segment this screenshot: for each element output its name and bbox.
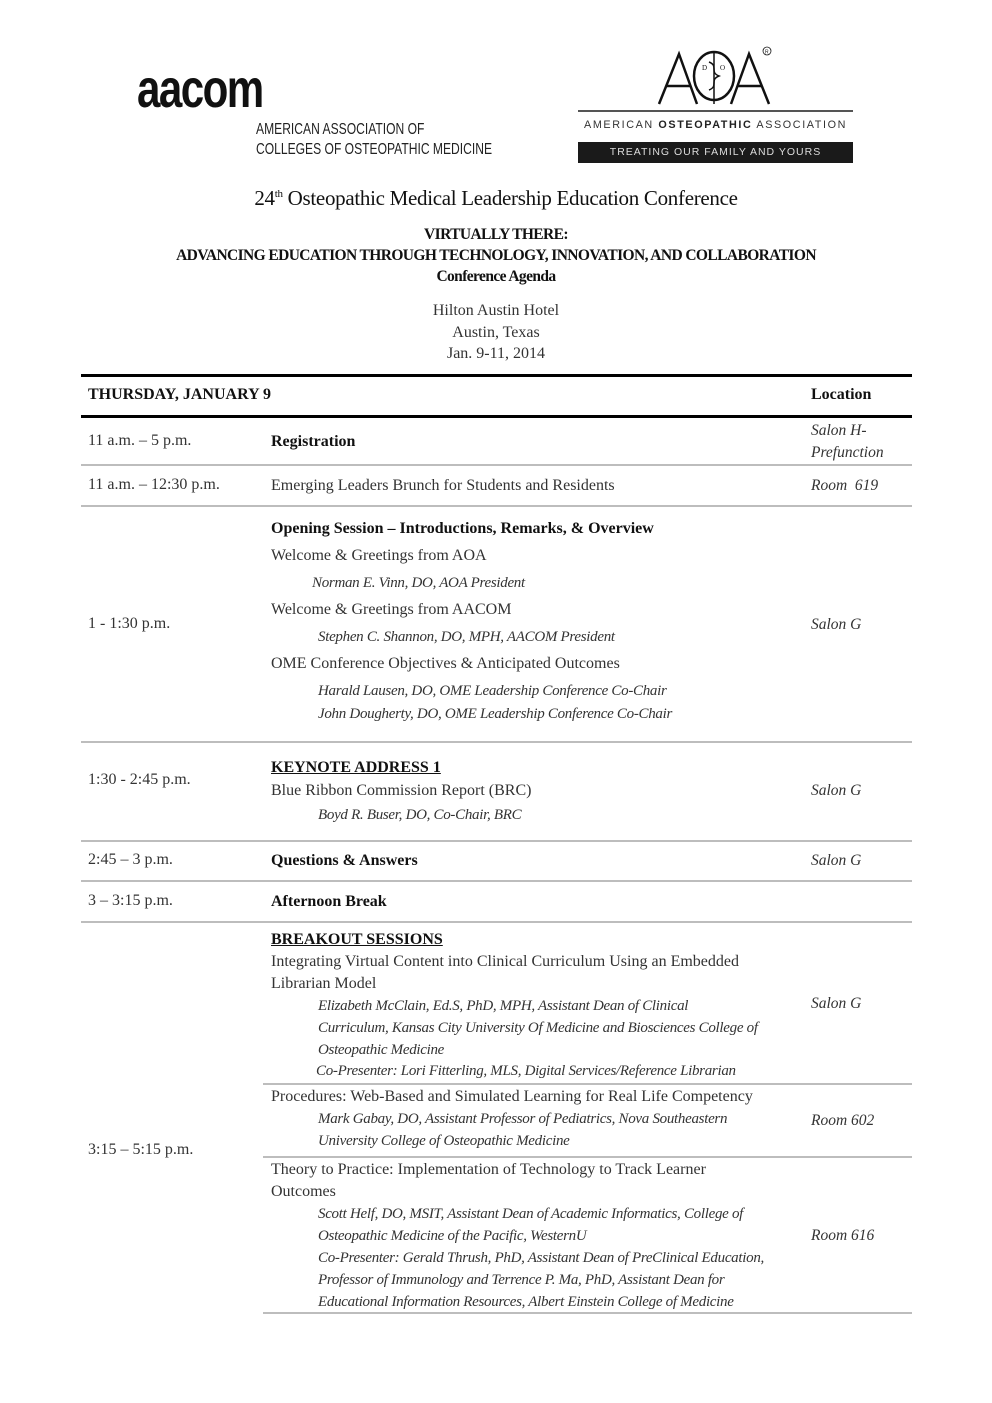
row-event: Registration — [271, 433, 356, 450]
session-title: Outcomes — [271, 1183, 336, 1200]
session-speaker: Osteopathic Medicine — [318, 1042, 445, 1058]
row-event: Opening Session – Introductions, Remarks, & Overview — [271, 520, 654, 537]
aacom-full-name — [256, 120, 492, 160]
conference-dates: Jan. 9-11, 2014 — [446, 345, 546, 362]
aoa-inner-d: D — [702, 64, 708, 72]
item-title: Welcome & Greetings from AOA — [271, 547, 487, 564]
session-divider — [263, 1156, 912, 1158]
item-title: Welcome & Greetings from AACOM — [271, 601, 512, 618]
row-location-line-1: Salon H- — [811, 422, 867, 439]
item-speaker: Harald Lausen, DO, OME Leadership Conference Co-Chair — [318, 683, 667, 699]
day-heading: THURSDAY, JANUARY 9 — [88, 386, 272, 403]
session-speaker: Osteopathic Medicine of the Pacific, WesternU — [318, 1228, 587, 1244]
row-time: 1:30 - 2:45 p.m. — [88, 771, 191, 788]
session-speaker: Professor of Immunology and Terrence P. Ma, PhD, Assistant Dean for — [318, 1272, 725, 1288]
session-speaker: Elizabeth McClain, Ed.S, PhD, MPH, Assistant Dean of Clinical — [318, 998, 689, 1014]
row-location: Room 619 — [811, 477, 879, 494]
row-subtitle: Blue Ribbon Commission Report (BRC) — [271, 782, 532, 799]
row-speaker: Boyd R. Buser, DO, Co-Chair, BRC — [318, 807, 522, 823]
aoa-inner-o: O — [720, 64, 726, 72]
item-title: OME Conference Objectives & Anticipated Outcomes — [271, 655, 620, 672]
aoa-logo-rule — [578, 110, 853, 112]
row-event: Emerging Leaders Brunch for Students and Residents — [271, 477, 615, 494]
item-speaker: Stephen C. Shannon, DO, MPH, AACOM President — [318, 629, 615, 645]
row-location: Salon G — [811, 852, 862, 869]
location-column-header: Location — [811, 386, 872, 403]
aacom-wordmark: aacom — [137, 59, 263, 119]
row-divider — [81, 741, 912, 743]
row-time: 11 a.m. – 5 p.m. — [88, 432, 192, 449]
session-speaker: Mark Gabay, DO, Assistant Professor of Pediatrics, Nova Southeastern — [318, 1111, 728, 1127]
row-time: 1 - 1:30 p.m. — [88, 615, 171, 632]
edition-suffix: th — [274, 188, 283, 200]
session-title: Integrating Virtual Content into Clinical Curriculum Using an Embedded — [271, 953, 739, 970]
row-event: KEYNOTE ADDRESS 1 — [271, 759, 441, 776]
session-location: Salon G — [811, 995, 862, 1012]
row-location-line-2: Prefunction — [811, 444, 884, 461]
session-speaker: Co-Presenter: Gerald Thrush, PhD, Assistant Dean of PreClinical Education, — [318, 1250, 764, 1266]
aacom-name-line-1: AMERICAN ASSOCIATION OF — [256, 121, 425, 138]
row-time: 11 a.m. – 12:30 p.m. — [88, 476, 220, 493]
theme-line-1: VIRTUALLY THERE: — [424, 226, 568, 243]
item-speaker: Norman E. Vinn, DO, AOA President — [312, 575, 525, 591]
session-speaker: Scott Helf, DO, MSIT, Assistant Dean of Academic Informatics, College of — [318, 1206, 744, 1222]
theme-line-2: ADVANCING EDUCATION THROUGH TECHNOLOGY, INNOVATION, AND COLLABORATION — [176, 247, 816, 264]
header-bottom-rule — [81, 415, 912, 418]
row-time: 3:15 – 5:15 p.m. — [88, 1141, 194, 1158]
aoa-name-bold: OSTEOPATHIC — [658, 119, 753, 131]
conference-title-text: Osteopathic Medical Leadership Education Conference — [282, 186, 738, 210]
session-speaker: Educational Information Resources, Albert Einstein College of Medicine — [318, 1294, 734, 1310]
session-divider — [263, 1083, 912, 1085]
session-title: Theory to Practice: Implementation of Technology to Track Learner — [271, 1161, 706, 1178]
aoa-tagline: TREATING OUR FAMILY AND YOURS — [578, 142, 853, 163]
row-event: BREAKOUT SESSIONS — [271, 931, 443, 948]
row-divider — [81, 505, 912, 507]
venue-city: Austin, Texas — [452, 324, 540, 341]
session-speaker: University College of Osteopathic Medicine — [318, 1133, 570, 1149]
item-speaker: John Dougherty, DO, OME Leadership Conference Co-Chair — [318, 706, 673, 722]
edition-number: 24 — [254, 186, 275, 210]
row-divider — [81, 464, 912, 466]
row-event: Afternoon Break — [271, 893, 387, 910]
aoa-monogram-icon — [655, 46, 773, 108]
venue-name: Hilton Austin Hotel — [432, 302, 560, 319]
session-title: Librarian Model — [271, 975, 377, 992]
session-speaker: Curriculum, Kansas City University Of Medicine and Biosciences College of — [318, 1020, 758, 1036]
conference-title — [0, 186, 992, 211]
row-event: Questions & Answers — [271, 852, 418, 869]
table-top-rule — [81, 374, 912, 377]
row-time: 3 – 3:15 p.m. — [88, 892, 173, 909]
aoa-name-post: ASSOCIATION — [752, 119, 847, 131]
row-divider — [81, 880, 912, 882]
session-speaker: Co-Presenter: Lori Fitterling, MLS, Digital Services/Reference Librarian — [316, 1063, 736, 1079]
session-location: Room 602 — [811, 1112, 875, 1129]
aoa-full-name — [578, 119, 853, 131]
session-title: Procedures: Web-Based and Simulated Learning for Real Life Competency — [271, 1088, 753, 1105]
aacom-name-line-2: COLLEGES OF OSTEOPATHIC MEDICINE — [256, 141, 493, 158]
agenda-label: Conference Agenda — [436, 268, 556, 285]
row-time: 2:45 – 3 p.m. — [88, 851, 173, 868]
aoa-name-pre: AMERICAN — [584, 119, 659, 131]
session-location: Room 616 — [811, 1227, 875, 1244]
table-bottom-rule — [263, 1312, 912, 1314]
svg-text:R: R — [765, 49, 769, 56]
row-location: Salon G — [811, 782, 862, 799]
row-location: Salon G — [811, 616, 862, 633]
row-divider — [81, 840, 912, 842]
row-divider — [81, 921, 912, 923]
